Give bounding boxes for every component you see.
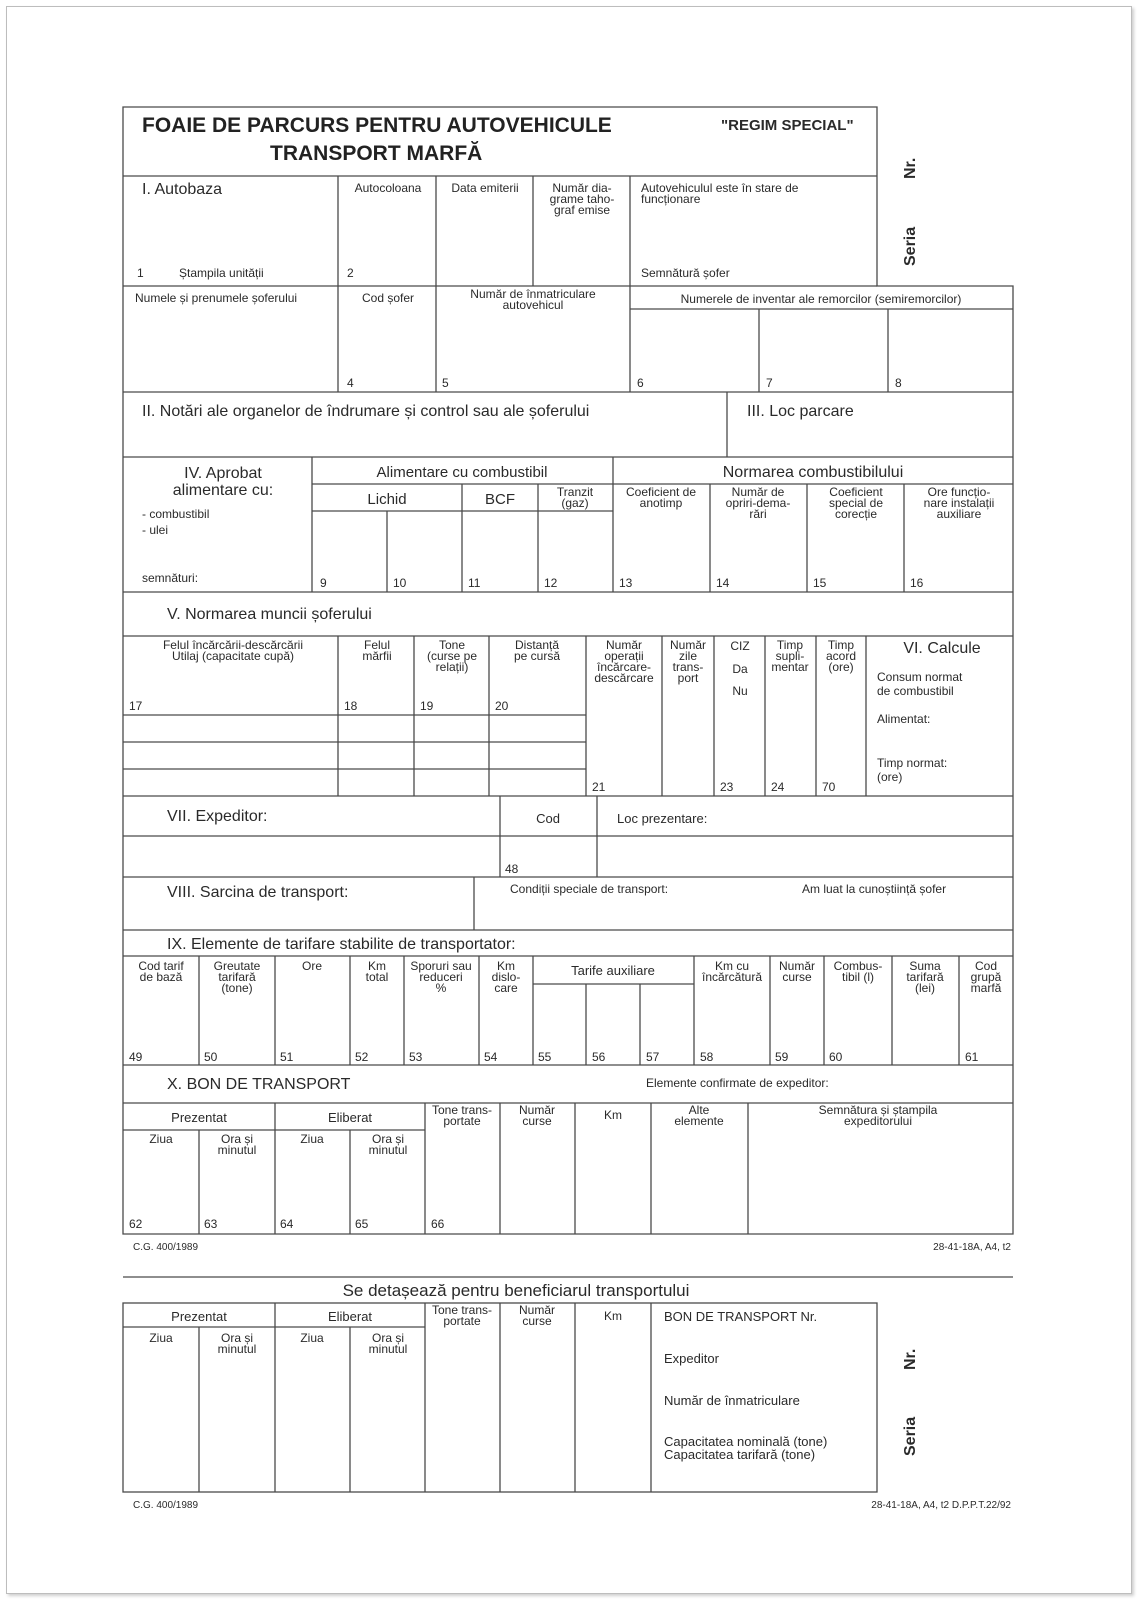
coeficient-anotimp-label: Coeficient de anotimp bbox=[625, 485, 697, 510]
numar-zile-label: Număr zile trans- port bbox=[669, 638, 707, 685]
loc-prezentare-label: Loc prezentare: bbox=[617, 811, 708, 826]
timp-normat-label: Timp normat: (ore) bbox=[877, 756, 948, 784]
semnaturi-label: semnături: bbox=[142, 571, 199, 585]
regim-special-label: "REGIM SPECIAL" bbox=[721, 117, 854, 134]
field-number: 17 bbox=[129, 699, 143, 713]
seria-label: Seria bbox=[902, 1416, 919, 1456]
ziua-label: Ziua bbox=[149, 1132, 173, 1146]
ora-minutul-label: Ora și minutul bbox=[217, 1132, 257, 1157]
field-number: 70 bbox=[822, 780, 836, 794]
eliberat-label: Eliberat bbox=[327, 1110, 373, 1125]
ora-minutul-label: Ora și minutul bbox=[368, 1331, 408, 1356]
bon-transport-label: X. BON DE TRANSPORT bbox=[167, 1076, 351, 1093]
field-number: 21 bbox=[592, 780, 606, 794]
field-number: 53 bbox=[409, 1050, 423, 1064]
cod-grupa-marfa-label: Cod grupă marfă bbox=[970, 959, 1002, 995]
field-number: 6 bbox=[637, 376, 644, 390]
elemente-tarifare-label: IX. Elemente de tarifare stabilite de transportator: bbox=[167, 936, 516, 953]
normarea-muncii-label: V. Normarea muncii șoferului bbox=[167, 606, 372, 623]
tone-curse-label: Tone (curse pe relații) bbox=[426, 638, 478, 674]
felul-marfii-label: Felul mărfii bbox=[362, 638, 392, 663]
conditii-speciale-label: Condiții speciale de transport: bbox=[510, 882, 669, 896]
combustibil-litri-label: Combus- tibil (l) bbox=[833, 959, 883, 984]
remorci-label: Numerele de inventar ale remorcilor (semiremorcilor) bbox=[680, 292, 962, 306]
normarea-combustibilului-label: Normarea combustibilului bbox=[722, 464, 904, 481]
field-number: 54 bbox=[484, 1050, 498, 1064]
cg-footer: C.G. 400/1989 bbox=[133, 1500, 199, 1511]
ore-functionare-label: Ore funcțio- nare instalații auxiliare bbox=[923, 485, 995, 521]
ora-minutul-label: Ora și minutul bbox=[368, 1132, 408, 1157]
field-number: 24 bbox=[771, 780, 785, 794]
timp-suplimentar-label: Timp supli- mentar bbox=[771, 638, 809, 674]
field-number: 8 bbox=[895, 376, 902, 390]
loc-parcare-label: III. Loc parcare bbox=[747, 403, 854, 420]
bon-transport-nr-label: BON DE TRANSPORT Nr. bbox=[664, 1309, 818, 1324]
ciz-da-label: Da bbox=[732, 662, 748, 676]
field-number: 16 bbox=[910, 576, 924, 590]
nume-sofer-label: Numele și prenumele șoferului bbox=[135, 291, 298, 305]
felul-incarcarii-label: Felul încărcării-descărcării Utilaj (capacitate cupă) bbox=[162, 638, 304, 663]
field-number: 7 bbox=[766, 376, 773, 390]
numar-curse-label: Număr curse bbox=[518, 1303, 556, 1328]
expeditor-label: VII. Expeditor: bbox=[167, 808, 268, 825]
numar-curse-bon-label: Număr curse bbox=[518, 1103, 556, 1128]
ora-minutul-label: Ora și minutul bbox=[217, 1331, 257, 1356]
tone-transportate-label: Tone trans- portate bbox=[431, 1303, 493, 1328]
field-number: 62 bbox=[129, 1217, 143, 1231]
alte-elemente-label: Alte elemente bbox=[674, 1103, 724, 1128]
field-number: 65 bbox=[355, 1217, 369, 1231]
opriri-demarari-label: Număr de opriri-dema- rări bbox=[725, 485, 791, 521]
form-title-line2: TRANSPORT MARFĂ bbox=[270, 142, 483, 165]
autocoloana-label: Autocoloana bbox=[354, 181, 422, 195]
prezentat-label: Prezentat bbox=[171, 1110, 227, 1125]
form-title-line1: FOAIE DE PARCURS PENTRU AUTOVEHICULE bbox=[142, 114, 612, 137]
ore-label: Ore bbox=[301, 959, 323, 973]
km-dislocare-label: Km dislo- care bbox=[491, 959, 521, 995]
inmatriculare-label: Număr de înmatriculare autovehicul bbox=[470, 287, 596, 312]
seria-label: Seria bbox=[902, 226, 919, 266]
field-number: 23 bbox=[720, 780, 734, 794]
distanta-cursa-label: Distanță pe cursă bbox=[513, 638, 561, 663]
field-number: 2 bbox=[347, 266, 354, 280]
inmatriculare-coupon-label: Număr de înmatriculare bbox=[664, 1393, 800, 1408]
cod-expeditor-label: Cod bbox=[536, 811, 560, 826]
ziua-label: Ziua bbox=[149, 1331, 173, 1345]
eliberat-label: Eliberat bbox=[327, 1309, 373, 1324]
stare-functionare-label: Autovehiculul este în stare de funcționare bbox=[641, 181, 799, 206]
km-incarcatura-label: Km cu încărcătură bbox=[701, 959, 763, 984]
field-number: 20 bbox=[495, 699, 509, 713]
semnatura-stampila-label: Semnătura și ștampila expeditorului bbox=[818, 1103, 938, 1128]
field-number: 64 bbox=[280, 1217, 294, 1231]
field-number: 9 bbox=[320, 576, 327, 590]
field-number: 10 bbox=[393, 576, 407, 590]
lichid-label: Lichid bbox=[367, 491, 407, 508]
sarcina-transport-label: VIII. Sarcina de transport: bbox=[167, 884, 349, 901]
field-number: 19 bbox=[420, 699, 434, 713]
timp-acord-label: Timp acord (ore) bbox=[825, 638, 857, 674]
bcf-label: BCF bbox=[485, 491, 515, 508]
km-total-label: Km total bbox=[365, 959, 389, 984]
field-number: 61 bbox=[965, 1050, 979, 1064]
elemente-confirmate-label: Elemente confirmate de expeditor: bbox=[646, 1076, 829, 1090]
alimentare-combustibil-label: Alimentare cu combustibil bbox=[376, 464, 548, 481]
aprobat-label: IV. Aprobat alimentare cu: bbox=[172, 465, 274, 499]
field-number: 57 bbox=[646, 1050, 660, 1064]
field-number: 58 bbox=[700, 1050, 714, 1064]
field-number: 11 bbox=[468, 576, 481, 590]
field-number: 55 bbox=[538, 1050, 552, 1064]
suma-tarifara-label: Suma tarifară (lei) bbox=[906, 959, 944, 995]
nr-label: Nr. bbox=[902, 157, 919, 179]
numar-curse-label: Număr curse bbox=[778, 959, 816, 984]
ulei-label: - ulei bbox=[142, 523, 169, 537]
cod-sofer-label: Cod șofer bbox=[361, 291, 415, 305]
tone-transportate-label: Tone trans- portate bbox=[431, 1103, 493, 1128]
ciz-nu-label: Nu bbox=[732, 684, 748, 698]
combustibil-label: - combustibil bbox=[142, 507, 210, 521]
autobaza-label: I. Autobaza bbox=[142, 181, 223, 198]
field-number: 51 bbox=[280, 1050, 294, 1064]
cod-tarif-label: Cod tarif de bază bbox=[138, 959, 184, 984]
am-luat-cunostinta-label: Am luat la cunoștiință șofer bbox=[802, 882, 947, 896]
detasare-title: Se detașează pentru beneficiarul transportului bbox=[342, 1281, 690, 1300]
field-number: 5 bbox=[442, 376, 449, 390]
calcule-label: VI. Calcule bbox=[903, 640, 981, 657]
data-emiterii-label: Data emiterii bbox=[451, 181, 519, 195]
field-number: 49 bbox=[129, 1050, 143, 1064]
field-number: 1 bbox=[137, 266, 144, 280]
tarife-auxiliare-label: Tarife auxiliare bbox=[571, 963, 655, 978]
field-number: 15 bbox=[813, 576, 827, 590]
nr-label: Nr. bbox=[902, 1348, 919, 1370]
sporuri-reduceri-label: Sporuri sau reduceri % bbox=[410, 959, 472, 995]
field-number: 12 bbox=[544, 576, 558, 590]
alimentat-label: Alimentat: bbox=[877, 712, 931, 726]
field-number: 18 bbox=[344, 699, 358, 713]
field-number: 50 bbox=[204, 1050, 218, 1064]
prezentat-label: Prezentat bbox=[171, 1309, 227, 1324]
field-number: 63 bbox=[204, 1217, 218, 1231]
capacitate-label: Capacitatea nominală (tone) Capacitatea tarifară (tone) bbox=[664, 1434, 828, 1462]
field-number: 13 bbox=[619, 576, 633, 590]
consum-normat-label: Consum normat de combustibil bbox=[877, 670, 963, 698]
ziua-label: Ziua bbox=[300, 1331, 324, 1345]
numar-diagrame-label: Număr dia- grame taho- graf emise bbox=[549, 181, 615, 217]
field-number: 60 bbox=[829, 1050, 843, 1064]
expeditor-coupon-label: Expeditor bbox=[664, 1351, 719, 1366]
field-number: 48 bbox=[505, 862, 519, 876]
cod-formular-footer: 28-41-18A, A4, t2 bbox=[933, 1242, 1011, 1253]
field-number: 66 bbox=[431, 1217, 445, 1231]
semnatura-sofer-label: Semnătură șofer bbox=[641, 266, 730, 280]
km-label: Km bbox=[604, 1309, 622, 1323]
field-number: 4 bbox=[347, 376, 354, 390]
stampila-unitatii-label: Ștampila unității bbox=[179, 266, 264, 280]
cg-footer: C.G. 400/1989 bbox=[133, 1242, 199, 1253]
field-number: 59 bbox=[775, 1050, 789, 1064]
notari-label: II. Notări ale organelor de îndrumare și control sau ale șoferului bbox=[142, 403, 590, 420]
field-number: 52 bbox=[355, 1050, 369, 1064]
km-bon-label: Km bbox=[604, 1108, 622, 1122]
ziua-label: Ziua bbox=[300, 1132, 324, 1146]
tranzit-gaz-label: Tranzit (gaz) bbox=[556, 485, 594, 510]
greutate-tarifara-label: Greutate tarifară (tone) bbox=[213, 959, 261, 995]
numar-operatii-label: Număr operații încărcare- descărcare bbox=[594, 638, 654, 685]
coeficient-special-label: Coeficient special de corecție bbox=[828, 485, 884, 521]
field-number: 14 bbox=[716, 576, 730, 590]
field-number: 56 bbox=[592, 1050, 606, 1064]
cod-formular-footer: 28-41-18A, A4, t2 D.P.P.T.22/92 bbox=[871, 1500, 1011, 1511]
ciz-label: CIZ bbox=[730, 639, 750, 653]
